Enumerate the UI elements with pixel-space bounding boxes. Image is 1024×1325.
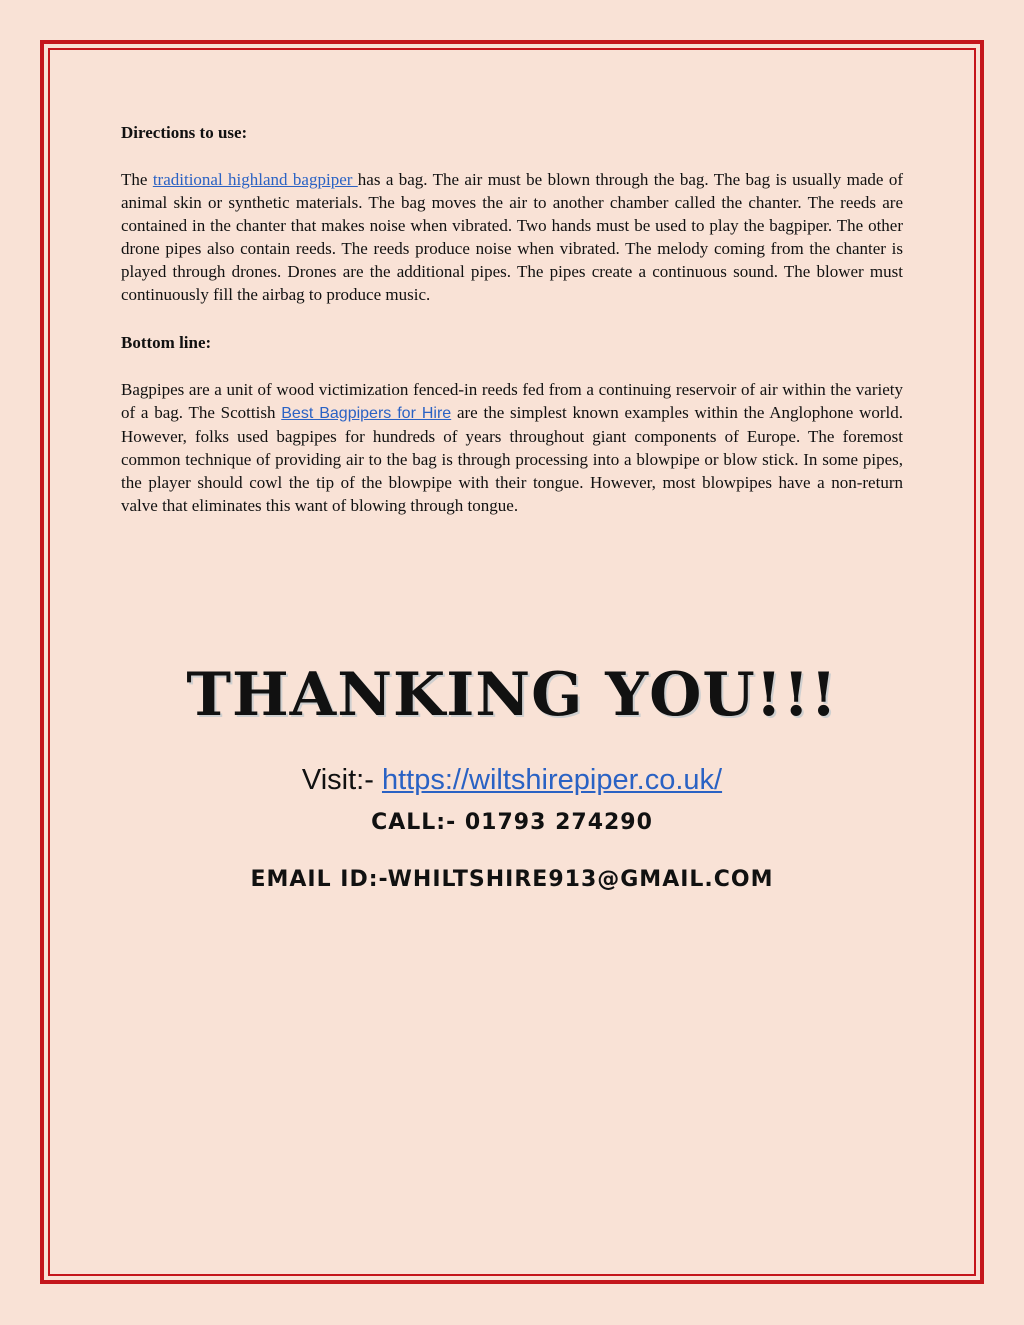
bottom-line-text-after: are the simplest known examples within the Anglophone world. However, folks used bagpipes for hundreds of years throughout giant components of Europe. The foremost common technique of providing air to the bag is through processing into a blowpipe or blow stick. In some pipes, the player should cowl the tip of the blowpipe with their tongue. However, most blowpipes have a non-return valve that eliminates this want of blowing through tongue. [121, 402, 903, 516]
bottom-line-paragraph [121, 378, 903, 518]
directions-paragraph [121, 168, 903, 307]
website-link[interactable]: https://wiltshirepiper.co.uk/ [381, 764, 723, 796]
bottom-line-text-before: Bagpipes are a unit of wood victimization fenced-in reeds fed from a continuing reservoir of air within the variety of a bag. The Scottish [121, 379, 903, 422]
directions-heading: Directions to use: [121, 123, 248, 142]
visit-line [0, 760, 1024, 800]
email-line: EMAIL ID:-WHILTSHIRE913@GMAIL.COM [250, 867, 774, 892]
call-line: CALL:- 01793 274290 [371, 810, 653, 835]
best-bagpipers-for-hire-link[interactable]: Best Bagpipers for Hire [281, 404, 452, 422]
traditional-highland-bagpiper-link[interactable]: traditional highland bagpiper [152, 170, 358, 189]
directions-body: has a bag. The air must be blown through the bag. The bag is usually made of animal skin or synthetic materials. The bag moves the air to another chamber called the chanter. The reeds are contained in the chanter that makes noise when vibrated. Two hands must be used to play the bagpiper. The other drone pipes also contain reeds. The reeds produce noise when vibrated. The melody coming from the chanter is played through drones. Drones are the additional pipes. The pipes create a continuous sound. The blower must continuously fill the airbag to produce music. [121, 170, 903, 305]
thanking-you-title: THANKING YOU!!! [186, 660, 838, 730]
directions-intro: The [121, 170, 153, 189]
bottom-line-heading: Bottom line: [121, 332, 212, 352]
visit-label: Visit:- [301, 764, 382, 796]
document-body [121, 121, 903, 517]
